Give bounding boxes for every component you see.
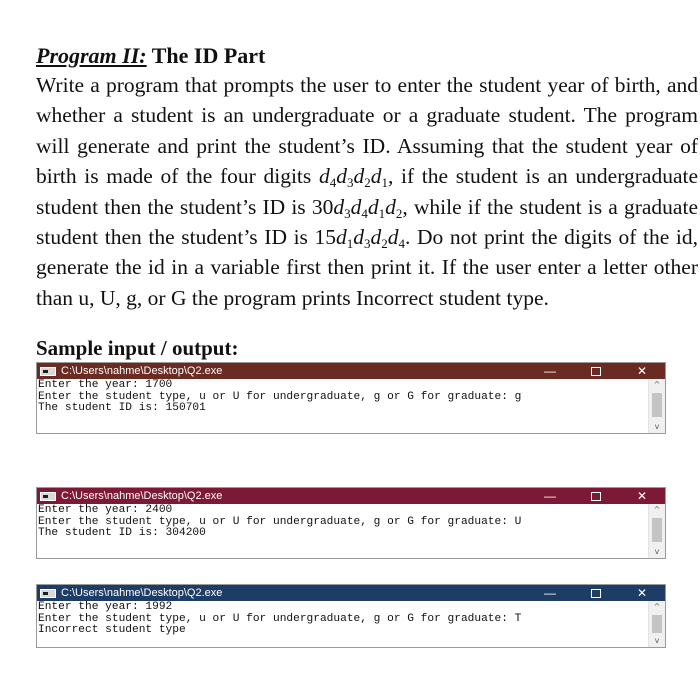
digit-var: d	[370, 225, 382, 250]
program-label: Program II:	[36, 43, 147, 68]
console-output	[37, 601, 665, 637]
digit-var: d	[350, 194, 362, 219]
vertical-scrollbar[interactable]	[648, 379, 665, 433]
minimize-button[interactable]: —	[544, 489, 556, 503]
digit-index: 2	[381, 236, 388, 252]
console-line: Enter the year: 1700	[38, 379, 173, 391]
console-titlebar[interactable]	[37, 585, 665, 601]
digit-index: 4	[398, 236, 406, 252]
console-titlebar[interactable]	[37, 363, 665, 379]
assignment-text	[36, 42, 698, 313]
maximize-icon	[591, 367, 601, 376]
sample-heading: Sample input / output:	[36, 336, 239, 360]
console-output	[37, 379, 665, 415]
scroll-up-arrow-icon[interactable]: ^	[653, 602, 661, 611]
section-title	[36, 42, 698, 70]
para-text: Write a program that prompts the user to enter the student year of birth, and whether a student is an undergraduate or a graduate student. The program will generate and print the student’s ID. Assuming that the student year of birth is made of the four digits	[36, 73, 698, 189]
console-window-3	[36, 584, 666, 648]
digit-index: 1	[346, 236, 354, 252]
close-button[interactable]: ✕	[636, 586, 648, 600]
digit-index: 4	[329, 175, 337, 191]
scroll-up-arrow-icon[interactable]: ^	[653, 505, 661, 514]
digit-var: d	[367, 194, 379, 219]
digit-index: 1	[381, 175, 388, 191]
digit-var: d	[385, 194, 396, 219]
console-titlebar[interactable]	[37, 488, 665, 504]
para-text: , if the student is an undergraduate student then the student’s ID is 30	[36, 164, 698, 219]
console-window-1	[36, 362, 666, 434]
console-body[interactable]	[37, 504, 665, 558]
para-text: , while if the student is a graduate student then the student’s ID is 15	[36, 194, 698, 250]
section-title-text: The ID Part	[146, 43, 266, 68]
console-body[interactable]	[37, 601, 665, 647]
vertical-scrollbar[interactable]	[648, 504, 665, 558]
digit-var: d	[333, 194, 345, 219]
console-line: Enter the student type, u or U for undergraduate, g or G for graduate: U	[38, 515, 522, 528]
para-text: . Do not print the digits of the id, generate the id in a variable first then print it. If the user enter a letter other than u, U, g, or G the program prints Incorrect student type.	[36, 225, 698, 310]
digit-index: 3	[344, 205, 351, 221]
scroll-thumb[interactable]	[652, 393, 662, 417]
console-title: C:\Users\nahme\Desktop\Q2.exe	[61, 365, 223, 377]
console-title: C:\Users\nahme\Desktop\Q2.exe	[61, 587, 223, 599]
maximize-button[interactable]	[573, 585, 619, 601]
scroll-thumb[interactable]	[652, 518, 662, 542]
console-line: Enter the year: 2400	[38, 504, 173, 516]
console-line: Enter the student type, u or U for undergraduate, g or G for graduate: T	[38, 612, 522, 625]
digit-var: d	[370, 164, 382, 189]
close-button[interactable]: ✕	[636, 364, 648, 378]
scroll-down-arrow-icon[interactable]: v	[654, 422, 660, 431]
digit-var: d	[387, 225, 399, 250]
maximize-icon	[591, 589, 601, 598]
console-line: Enter the year: 1992	[38, 601, 173, 613]
minimize-button[interactable]: —	[544, 586, 556, 600]
digit-var: d	[318, 164, 330, 189]
console-app-icon	[40, 367, 56, 376]
maximize-icon	[591, 492, 601, 501]
minimize-button[interactable]: —	[544, 364, 556, 378]
scroll-down-arrow-icon[interactable]: v	[654, 547, 660, 556]
digit-var: d	[336, 225, 347, 250]
digit-index: 3	[364, 236, 371, 252]
scroll-up-arrow-icon[interactable]: ^	[653, 380, 661, 389]
console-line: Incorrect student type	[38, 624, 186, 636]
console-window-2	[36, 487, 666, 559]
digit-var: d	[336, 164, 347, 189]
console-body[interactable]	[37, 379, 665, 433]
digit-var: d	[353, 225, 365, 250]
vertical-scrollbar[interactable]	[648, 601, 665, 647]
console-line: The student ID is: 304200	[38, 527, 206, 539]
digit-index: 2	[364, 175, 371, 191]
maximize-button[interactable]	[573, 363, 619, 379]
digit-index: 1	[378, 205, 386, 221]
console-output	[37, 504, 665, 540]
digit-index: 3	[346, 175, 354, 191]
digit-var: d	[353, 164, 365, 189]
digit-index: 2	[395, 205, 403, 221]
console-title: C:\Users\nahme\Desktop\Q2.exe	[61, 490, 223, 502]
console-app-icon	[40, 589, 56, 598]
scroll-thumb[interactable]	[652, 615, 662, 633]
console-line: Enter the student type, u or U for undergraduate, g or G for graduate: g	[38, 390, 522, 403]
close-button[interactable]: ✕	[636, 489, 648, 503]
console-line: The student ID is: 150701	[38, 402, 206, 414]
problem-statement	[36, 70, 698, 313]
maximize-button[interactable]	[573, 488, 619, 504]
console-app-icon	[40, 492, 56, 501]
digit-index: 4	[361, 205, 368, 221]
scroll-down-arrow-icon[interactable]: v	[654, 636, 660, 645]
